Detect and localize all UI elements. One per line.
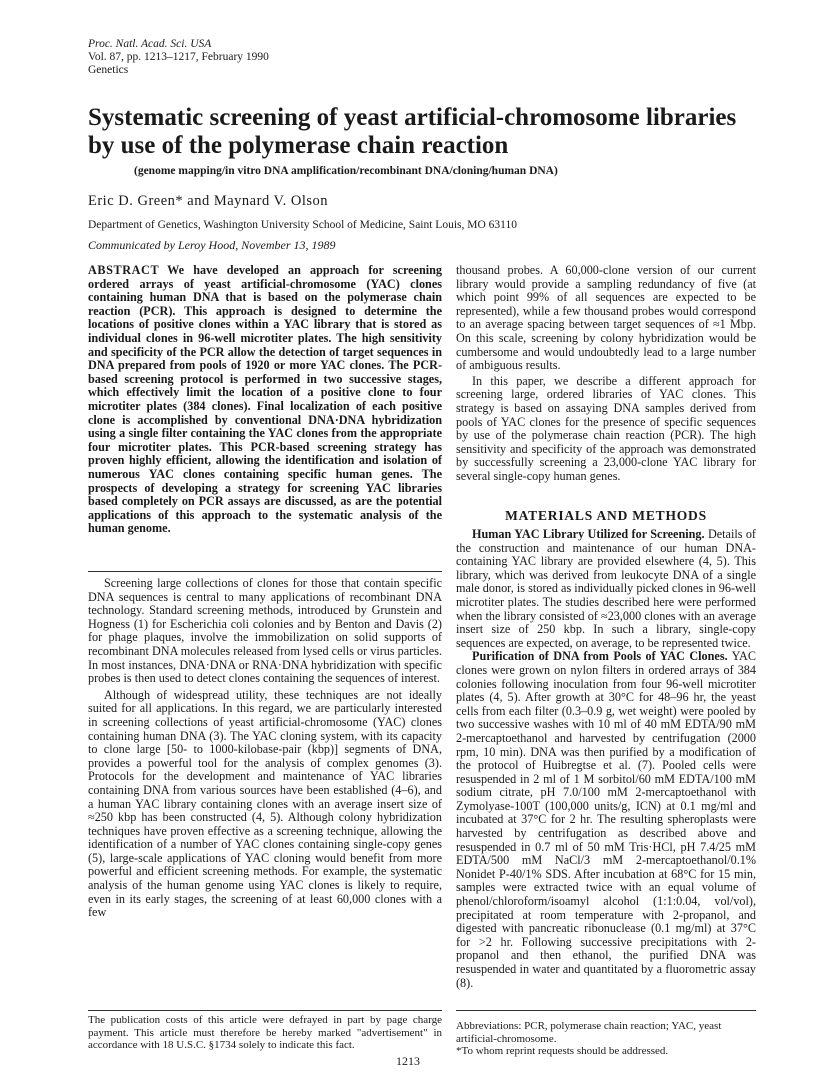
- methods-text: Details of the construction and maintenance of our human DNA-containing YAC library are provided elsewhere (4, 5). This library, which was derived from leukocyte DNA of a single male donor, is stored as individually picked clones in 96-well microtiter plates. The studies described here were performed when the library consisted of ≈23,000 clones with an average insert size of 250 kbp. In such a library, single-copy sequences are expected, on average, to be represented twice.: [456, 527, 756, 650]
- right-column-intro: [456, 264, 756, 484]
- section-name: Genetics: [88, 64, 129, 76]
- intro-paragraph: thousand probes. A 60,000-clone version of our current library would provide a sampling redundancy of five (at which point 99% of all sequences are expected to be represented), while a few thousand probes would correspond to an average spacing between target sequences of ≈1 Mbp. On this scale, screening by colony hybridization would be cumbersome and would undoubtedly lead to a large number of ambiguous results.: [456, 263, 756, 373]
- methods-text: YAC clones were grown on nylon filters in ordered arrays of 384 colonies following inoculation from four 96-well microtiter plates (4, 5). After growth at 30°C for 48–96 hr, the yeast cells from each filter (0.3–0.9 g, wet weight) were pooled by two successive washes with 10 ml of 40 mM EDTA/90 mM 2-mercaptoethanol and harvested by centrifugation (2000 rpm, 10 min). DNA was then purified by a modification of the protocol of Huibregtse et al. (7). Pooled cells were resuspended in 2 ml of 1 M sorbitol/60 mM EDTA/100 mM sodium citrate, pH 7.0/100 mM 2-mercaptoethanol with Zymolyase-100T (100,000 units/g, ICN) at 0.1 mg/ml and incubated at 37°C for 2 hr. The resulting spheroplasts were harvested by centrifugation as described above and resuspended in 0.7 ml of 50 mM Tris·HCl, pH 7.4/25 mM EDTA/500 mM NaCl/3 mM 2-mercaptoethanol/0.1% Nonidet P-40/1% SDS. After incubation at 68°C for 15 min, samples were extracted twice with an equal volume of phenol/chloroform/isoamyl alcohol (1:1:0.04, vol/vol), precipitated at room temperature with 2-propanol, and digested with pancreatic ribonuclease (0.1 mg/ml) at 37°C for >2 hr. Following successive precipitations with 2-propanol and then ethanol, the purified DNA was resuspended in water and quantitated by a fluorometric assay (8).: [456, 649, 756, 990]
- methods-heading: MATERIALS AND METHODS: [505, 508, 707, 523]
- methods-section: [456, 528, 756, 990]
- intro-paragraph: Screening large collections of clones for those that contain specific DNA sequences is central to many applications of recombinant DNA technology. Standard screening methods, introduced by Grunstein and Hogness (1) for Escherichia coli colonies and by Benton and Davis (2) for phage plaques, involve the immobilization on solid supports of recombinant DNA molecules released from lysed cells or virus particles. In most instances, DNA·DNA or RNA·DNA hybridization with specific probes is then used to detect clones containing the sequences of interest.: [88, 576, 443, 686]
- methods-paragraph: [456, 528, 756, 650]
- abstract-text: We have developed an approach for screening ordered arrays of yeast artificial-chromosome (YAC) clones containing human DNA that is based on the polymerase chain reaction (PCR). This approach is designed to determine the locations of positive clones within a YAC library that is stored as individual clones in 96-well microtiter plates. The high sensitivity and specificity of the PCR allow the detection of target sequences in DNA prepared from pools of 1920 or more YAC clones. The PCR-based screening protocol is performed in two successive stages, which effectively limit the location of a positive clone to four microtiter plates (384 clones). Final localization of each positive clone is accomplished by conventional DNA·DNA hybridization using a single filter containing the YAC clones from the appropriate four microtiter plates. This PCR-based screening strategy has proven highly efficient, allowing the identification and isolation of numerous YAC clones containing specific human genes. The prospects of developing a strategy for screening YAC libraries based completely on PCR assays are discussed, as are the potential applications of this approach to the systematic analysis of the human genome.: [88, 263, 442, 536]
- page-number: 1213: [396, 1054, 420, 1068]
- authors: Eric D. Green* and Maynard V. Olson: [88, 193, 329, 209]
- introduction: [88, 577, 442, 920]
- journal-name: Proc. Natl. Acad. Sci. USA: [88, 38, 212, 50]
- reprint-note: *To whom reprint requests should be addressed.: [456, 1045, 669, 1057]
- intro-paragraph: In this paper, we describe a different approach for screening large, ordered libraries of YAC clones. This strategy is based on assaying DNA samples derived from pools of YAC clones for the presence of specific sequences by use of the polymerase chain reaction (PCR). The high sensitivity and specificity of the approach was demonstrated by successfully screening a 23,000-clone YAC library for several single-copy human genes.: [456, 373, 756, 483]
- affiliation: Department of Genetics, Washington University School of Medicine, Saint Louis, MO 63110: [88, 219, 517, 231]
- abbreviations-footnote: [456, 1020, 756, 1058]
- abstract-label: ABSTRACT: [88, 263, 160, 277]
- abstract-divider: [88, 571, 442, 572]
- footnote-rule: [456, 1010, 756, 1011]
- publication-cost-note: The publication costs of this article were defrayed in part by page charge payment. This article must therefore be hereby marked "advertisement" in accordance with 18 U.S.C. §1734 solely to indicate this fact.: [88, 1014, 442, 1051]
- communicated-by: Communicated by Leroy Hood, November 13, 1989: [88, 238, 336, 252]
- methods-paragraph: [456, 650, 756, 990]
- abstract: [88, 264, 442, 536]
- abbreviations: Abbreviations: PCR, polymerase chain reaction; YAC, yeast artificial-chromosome.: [456, 1020, 722, 1045]
- intro-paragraph: Although of widespread utility, these techniques are not ideally suited for all applications. In this regard, we are particularly interested in screening collections of yeast artificial-chromosome (YAC) clones containing human DNA (3). The YAC cloning system, with its capacity to clone large [50- to 1000-kilobase-pair (kbp)] segments of DNA, provides a powerful tool for the analysis of complex genomes (3). Protocols for the development and maintenance of YAC libraries containing DNA from various sources have been established (4–6), and a human YAC library containing clones with an average insert size of ≈250 kbp has been constructed (4, 5). Although colony hybridization techniques have proven effective as a screening technique, allowing the identification of a number of YAC clones containing single-copy genes (5), large-scale applications of YAC cloning would benefit from more powerful and efficient screening methods. For example, the systematic analysis of the human genome using YAC clones is likely to require, even in its early stages, the screening of at least 60,000 clones with a few: [88, 687, 442, 920]
- footnote-rule: [88, 1010, 442, 1011]
- keywords: (genome mapping/in vitro DNA amplification/recombinant DNA/cloning/human DNA): [134, 165, 558, 177]
- subsection-heading: Human YAC Library Utilized for Screening.: [472, 527, 705, 541]
- article-title: Systematic screening of yeast artificial-chromosome libraries by use of the polymerase chain reaction: [88, 104, 737, 159]
- journal-header: [88, 38, 269, 77]
- volume-line: Vol. 87, pp. 1213–1217, February 1990: [88, 51, 269, 63]
- subsection-heading: Purification of DNA from Pools of YAC Clones.: [472, 649, 728, 664]
